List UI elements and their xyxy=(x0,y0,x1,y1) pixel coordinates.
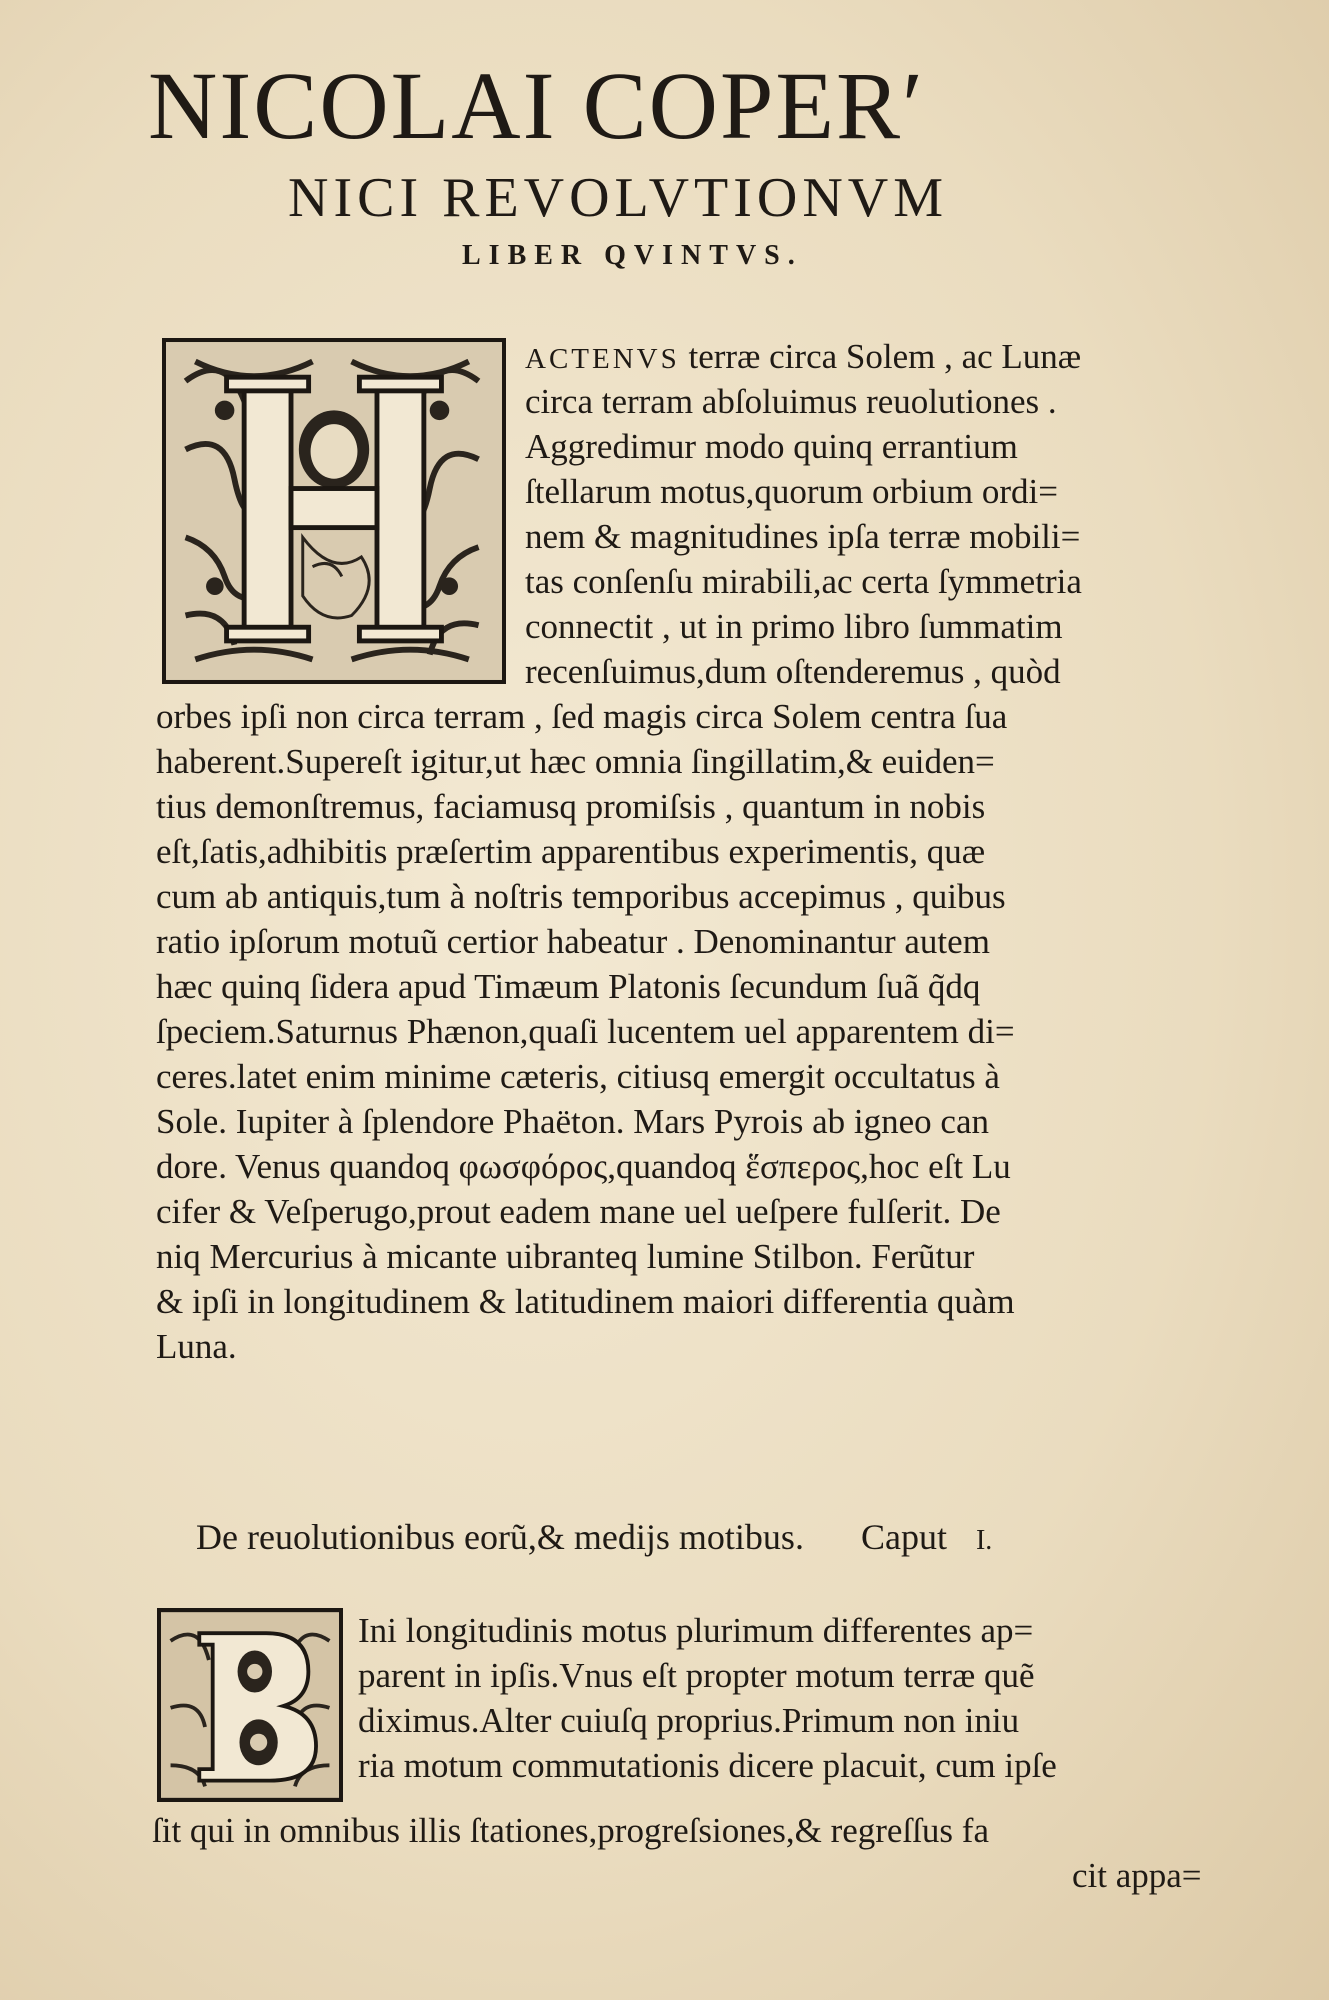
chapter-heading xyxy=(196,1516,992,1558)
section1-line: tas conſenſu mirabili,ac certa ſymmetria xyxy=(525,562,1082,601)
section1-line: cum ab antiquis,tum à noſtris temporibus accepimus , quibus xyxy=(156,877,1006,916)
chapter-title: De reuolutionibus eorũ,& medijs motibus. xyxy=(196,1517,804,1557)
section1-line: haberent.Supereſt igitur,ut hæc omnia ſingillatim,& euiden= xyxy=(156,742,995,781)
section1-line: Sole. Iupiter à ſplendore Phaëton. Mars Pyrois ab igneo can xyxy=(156,1102,989,1141)
dropcap-h-woodcut xyxy=(162,338,506,684)
dropcap-h-image xyxy=(166,342,502,680)
section1-line: ſpeciem.Saturnus Phænon,quaſi lucentem uel apparentem di= xyxy=(156,1012,1015,1051)
section1-line: cifer & Veſperugo,prout eadem mane uel ueſpere fulſerit. De xyxy=(156,1192,1001,1231)
section1-line: nem & magnitudines ipſa terræ mobili= xyxy=(525,517,1081,556)
title-line-3: LIBER QVINTVS. xyxy=(462,240,803,271)
section1-line: hæc quinq ſidera apud Timæum Platonis ſecundum ſuã q̃dq xyxy=(156,967,981,1006)
title-line-1: NICOLAI COPER′ xyxy=(148,52,926,159)
section1-line: circa terram abſoluimus reuolutiones . xyxy=(525,382,1057,421)
dropcap-b-image xyxy=(161,1612,339,1798)
section1-line: dore. Venus quandoq φωσφόρος,quandoq ἕσπερος,hoc eſt Lu xyxy=(156,1147,1011,1186)
section1-line: & ipſi in longitudinem & latitudinem maiori differentia quàm xyxy=(156,1282,1015,1321)
section1-line: Luna. xyxy=(156,1327,237,1366)
section2-line: diximus.Alter cuiuſq proprius.Primum non iniu xyxy=(358,1701,1020,1740)
section2-line: ſit qui in omnibus illis ſtationes,progreſsiones,& regreſſus fa xyxy=(152,1811,989,1850)
dropcap-b-woodcut xyxy=(157,1608,343,1802)
chapter-caput: Caput xyxy=(860,1517,947,1557)
section1-line: eſt,ſatis,adhibitis præſertim apparentibus experimentis, quæ xyxy=(156,832,986,871)
title-line-2: NICI REVOLVTIONVM xyxy=(288,167,949,229)
section1-line: terræ circa Solem , ac Lunæ xyxy=(688,337,1082,376)
section2-line: ria motum commutationis dicere placuit, cum ipſe xyxy=(358,1746,1057,1785)
section1-line: tius demonſtremus, faciamusq promiſsis , quantum in nobis xyxy=(156,787,986,826)
section2-catchword: cit appa= xyxy=(1072,1856,1202,1895)
section1-line: Aggredimur modo quinq errantium xyxy=(525,427,1018,466)
section1-line: orbes ipſi non circa terram , ſed magis circa Solem centra ſua xyxy=(156,697,1008,736)
section1-line: ceres.latet enim minime cæteris, citiusq emergit occultatus à xyxy=(156,1057,1000,1096)
section1-line: connectit , ut in primo libro ſummatim xyxy=(525,607,1063,646)
section1-line: ratio ipſorum motuũ certior habeatur . Denominantur autem xyxy=(156,922,990,961)
section2-line: Ini longitudinis motus plurimum differentes ap= xyxy=(358,1611,1034,1650)
section1-lead-word: ACTENVS xyxy=(525,343,680,375)
chapter-number: I. xyxy=(975,1525,993,1556)
section2-line: parent in ipſis.Vnus eſt propter motum terræ quẽ xyxy=(358,1656,1035,1695)
section1-line: niq Mercurius à micante uibranteq lumine Stilbon. Ferũtur xyxy=(156,1237,975,1276)
section1-line: ſtellarum motus,quorum orbium ordi= xyxy=(525,472,1059,511)
section1-first-line xyxy=(525,338,1081,377)
section1-line: recenſuimus,dum oſtenderemus , quòd xyxy=(525,652,1061,691)
